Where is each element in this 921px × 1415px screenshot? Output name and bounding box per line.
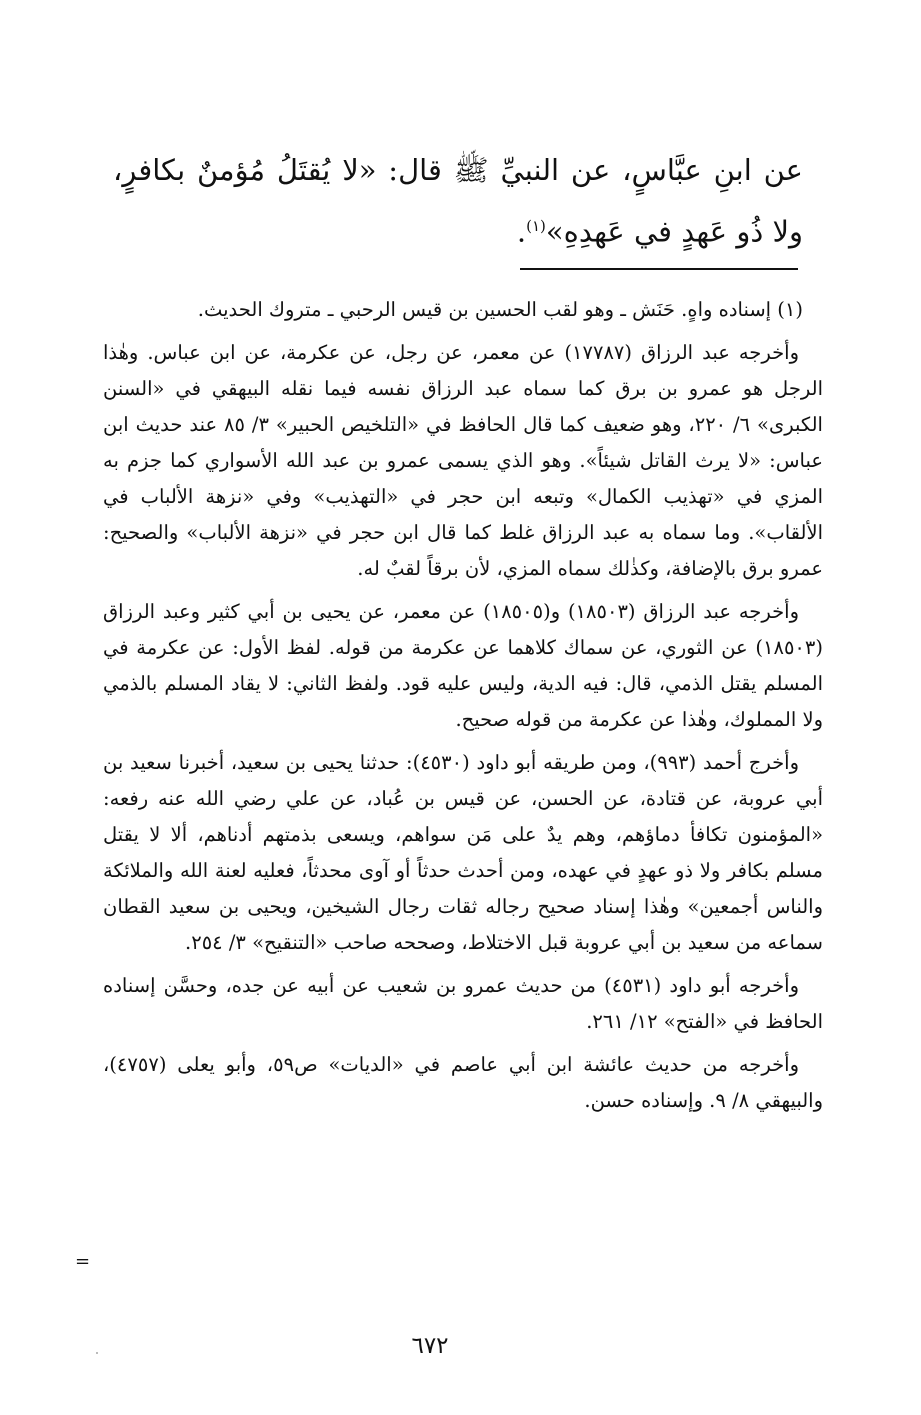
footnote-separator <box>520 268 798 270</box>
footnote-paragraph: وأخرجه عبد الرزاق (١٧٧٨٧) عن معمر، عن رجل، عن عكرمة، عن ابن عباس. وهٰذا الرجل هو عمرو بن برق كما سماه عبد الرزاق نفسه فيما نقله البيهقي في «السنن الكبرى» ٦/ ٢٢٠، وهو ضعيف كما قال الحافظ في «التلخيص الحبير» ٣/ ٨٥ عند حديث ابن عباس: «لا يرث القاتل شيئاً». وهو الذي يسمى عمرو بن عبد الله الأسواري كما جزم به المزي في «تهذيب الكمال» وتبعه ابن حجر في «التهذيب» وفي «نزهة الألباب في الألقاب». وما سماه به عبد الرزاق غلط كما قال ابن حجر في «نزهة الألباب» والصحيح: عمرو برق بالإضافة، وكذٰلك سماه المزي، لأن برقاً لقبٌ له. <box>103 341 823 580</box>
hadith-end: . <box>516 214 527 249</box>
footnote-reference: (١) <box>526 217 546 235</box>
footnote-paragraph: (١) إسناده واهٍ. حَنَش ـ وهو لقب الحسين بن قيس الرحبي ـ متروك الحديث. <box>197 298 803 321</box>
footnote-paragraph: وأخرجه عبد الرزاق (١٨٥٠٣) و(١٨٥٠٥) عن معمر، عن يحيى بن أبي كثير وعبد الرزاق (١٨٥٠٣) عن الثوري، عن سماك كلاهما عن عكرمة من قوله. لفظ الأول: عن عكرمة في المسلم يقتل الذمي، قال: فيه الدية، وليس عليه قود. ولفظ الثاني: لا يقاد المسلم بالذمي ولا المملوك، وهٰذا عن عكرمة من قوله صحيح. <box>103 600 823 731</box>
hadith-body: عن ابنِ عبَّاسٍ، عن النبيِّ ﷺ قال: «لا يُقتَلُ مُؤمنٌ بكافرٍ، ولا ذُو عَهدٍ في عَهدِهِ» <box>113 153 803 249</box>
footnote-paragraph: وأخرجه أبو داود (٤٥٣١) من حديث عمرو بن شعيب عن أبيه عن جده، وحسَّن إسناده الحافظ في «الفتح» ١٢/ ٢٦١. <box>103 974 823 1033</box>
footnote-paragraph: وأخرجه من حديث عائشة ابن أبي عاصم في «الديات» ص٥٩، وأبو يعلى (٤٧٥٧)، والبيهقي ٨/ ٩. وإسناده حسن. <box>103 1053 823 1112</box>
footnotes <box>103 292 823 1126</box>
footnote-paragraph: وأخرج أحمد (٩٩٣)، ومن طريقه أبو داود (٤٥٣٠): حدثنا يحيى بن سعيد، أخبرنا سعيد بن أبي عروبة، عن قتادة، عن الحسن، عن قيس بن عُباد، عن علي رضي الله عنه رفعه: «المؤمنون تكافأ دماؤهم، وهم يدٌ على مَن سواهم، ويسعى بذمتهم أدناهم، ألا لا يقتل مسلم بكافر ولا ذو عهدٍ في عهده، ومن أحدث حدثاً أو آوى محدثاً، فعليه لعنة الله والملائكة والناس أجمعين» وهٰذا إسناد صحيح رجاله ثقات رجال الشيخين، ويحيى بن سعيد القطان سماعه من سعيد بن أبي عروبة قبل الاختلاط، وصححه صاحب «التنقيح» ٣/ ٢٥٤. <box>103 751 823 954</box>
hadith-text <box>113 142 803 260</box>
scan-speck <box>96 1352 98 1354</box>
continuation-mark: = <box>75 1251 91 1272</box>
page-number: ٦٧٢ <box>411 1333 449 1359</box>
